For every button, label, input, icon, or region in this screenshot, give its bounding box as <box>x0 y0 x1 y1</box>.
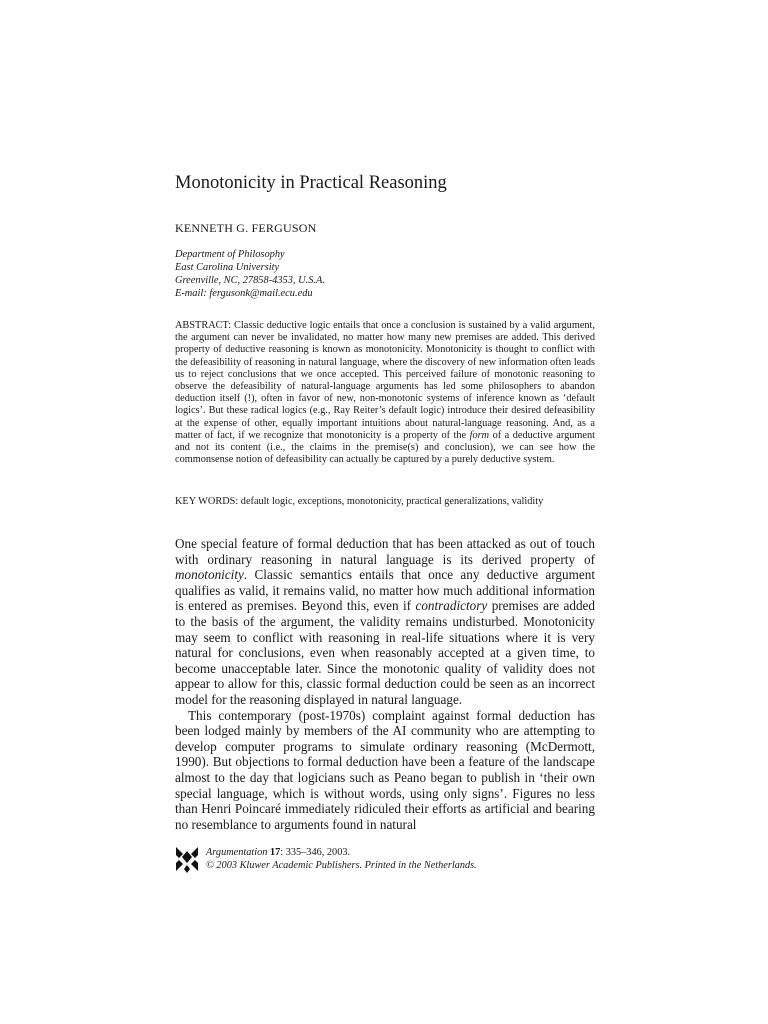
keywords <box>175 496 595 507</box>
publisher-logo-icon <box>175 845 199 873</box>
affiliation-block <box>175 248 325 300</box>
affiliation-department: Department of Philosophy <box>175 249 285 260</box>
paper-title: Monotonicity in Practical Reasoning <box>175 173 447 193</box>
abstract <box>175 320 595 466</box>
paragraph-1-text-a: One special feature of formal deduction that has been attacked as out of touch with ordinary reasoning in natural language is its derived property of <box>175 536 595 567</box>
journal-name: Argumentation <box>206 847 268 858</box>
copyright-line: © 2003 Kluwer Academic Publishers. Printed in the Netherlands. <box>206 859 477 871</box>
journal-pages: : 335–346, 2003. <box>280 847 351 858</box>
abstract-text-1: Classic deductive logic entails that once a conclusion is sustained by a valid argument, the argument can never be invalidated, no matter how many new premises are added. This derived property of deductive reasoning is known as monotonicity. Monotonicity is thought to conflict with the defeasibility of reasoning in natural language, where the discovery of new information often leads us to reject conclusions that we once accepted. This perceived failure of monotonic reasoning to observe the defeasibility of natural-language arguments has led some philosophers to abandon deduction itself (!), often in favor of new, non-monotonic systems of inference known as ‘default logics’. But these radical logics (e.g., Ray Reiter’s default logic) introduce their desired defeasibility at the expense of other, equally important intuitions about natural-language reasoning. And, as a matter of fact, if we recognize that monotonicity is a property of the <box>175 320 595 441</box>
paragraph-1-text-b: . Classic semantics entails that once any deductive argument qualifies as valid, it remains valid, no matter how much additional information is entered as premises. Beyond this, even if <box>175 567 595 614</box>
journal-volume: 17 <box>269 847 281 858</box>
paragraph-1-text-c: premises are added to the basis of the argument, the validity remains undisturbed. Monotonicity may seem to conflict with reasoning in real-life situations where it is very natural for conclusions, even when reasonably accepted at a given time, to become unacceptable later. Since the monotonic quality of validity does not appear to allow for this, classic formal deduction could be seen as an incorrect model for the reasoning displayed in natural language. <box>175 598 595 707</box>
keywords-label: KEY WORDS: <box>175 496 239 507</box>
abstract-emphasis: form <box>469 429 490 441</box>
author-name: KENNETH G. FERGUSON <box>175 221 317 235</box>
affiliation-email: E-mail: fergusonk@mail.ecu.edu <box>175 288 313 299</box>
citation-info <box>206 847 477 872</box>
page-footer <box>175 843 595 883</box>
paragraph-2: This contemporary (post-1970s) complaint against formal deduction has been lodged mainly by members of the AI community who are attempting to develop computer programs to simulate ordinary reasoning (McDermott, 1990). But objections to formal deduction have been a feature of the landscape almost to the day that logicians such as Peano began to publish in ‘their own special language, which is without words, using only signs’. Figures no less than Henri Poincaré immediately ridiculed their efforts as artificial and bearing no resemblance to arguments found in natural <box>175 707 595 832</box>
body-text <box>175 536 595 832</box>
paragraph-1 <box>175 536 595 708</box>
paragraph-1-emphasis-2: contradictory <box>415 598 488 614</box>
affiliation-address: Greenville, NC, 27858-4353, U.S.A. <box>175 275 325 286</box>
abstract-label: ABSTRACT: <box>175 320 232 331</box>
keywords-list: default logic, exceptions, monotonicity, practical generalizations, validity <box>238 496 544 507</box>
citation-line <box>206 847 477 860</box>
paragraph-1-emphasis-1: monotonicity <box>175 567 244 583</box>
affiliation-university: East Carolina University <box>175 262 280 273</box>
abstract-text-2: of a deductive argument and not its content (i.e., the claims in the premise(s) and conclusion), we can see how the commonsense notion of defeasibility can actually be captured by a purely deductive system. <box>175 429 595 466</box>
